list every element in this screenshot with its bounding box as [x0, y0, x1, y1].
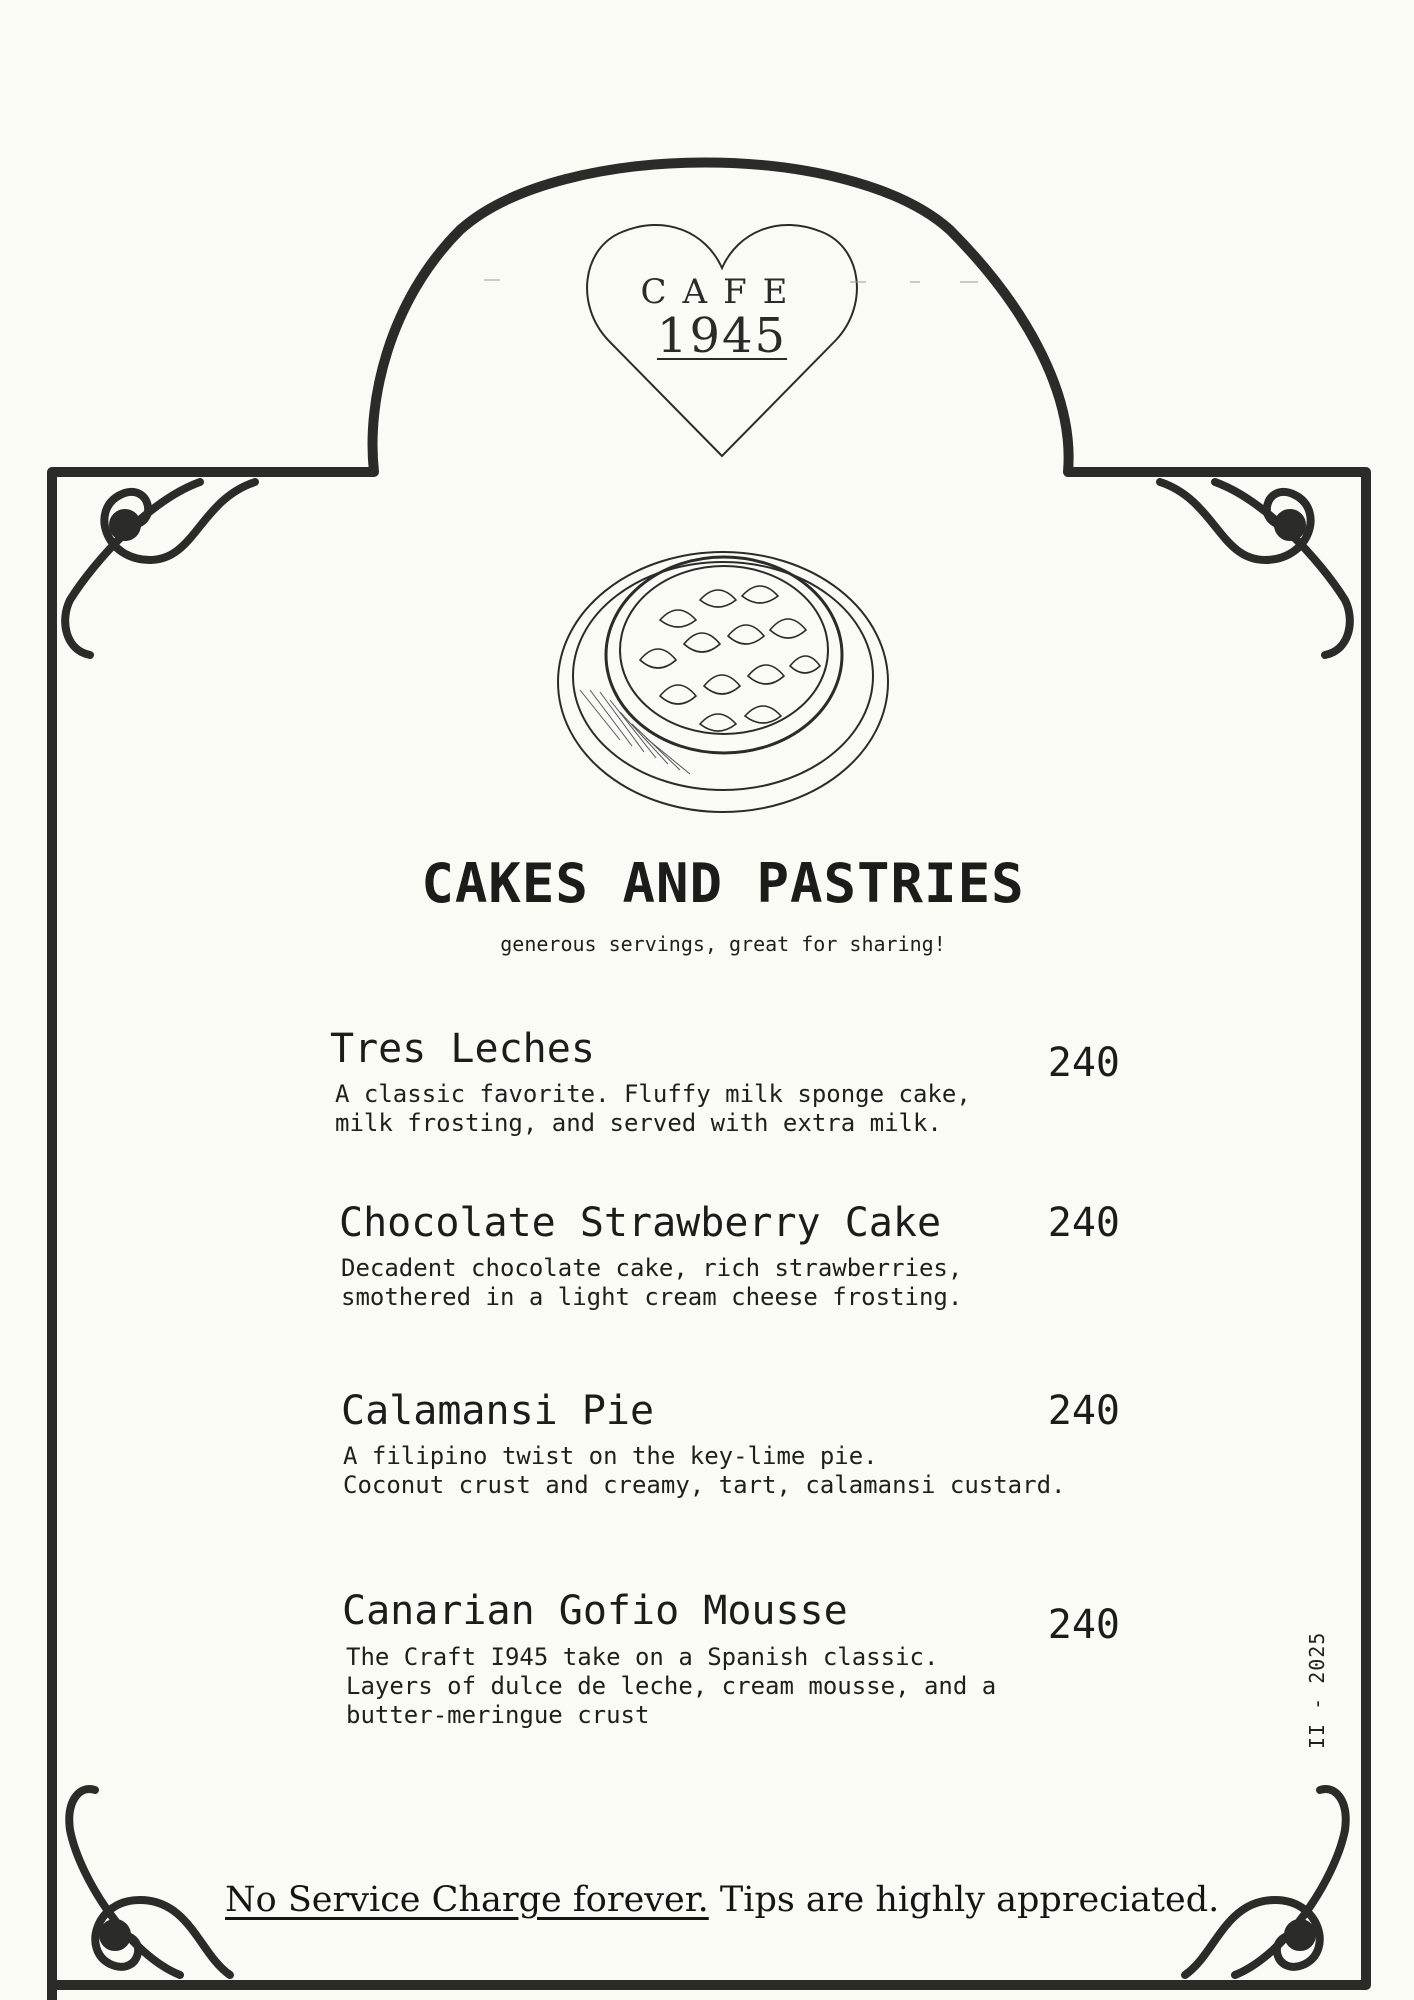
menu-item-name: Calamansi Pie: [341, 1388, 655, 1434]
edition-label: II - 2025: [1305, 1631, 1329, 1749]
description-line: smothered in a light cream cheese frosting.: [341, 1283, 963, 1311]
menu-item-name: Tres Leches: [330, 1026, 595, 1072]
section-title: CAKES AND PASTRIES: [421, 852, 1025, 915]
description-line: Decadent chocolate cake, rich strawberries,: [341, 1254, 963, 1282]
menu-item-description: [343, 1442, 1065, 1500]
description-line: Coconut crust and creamy, tart, calamansi custard.: [343, 1471, 1066, 1499]
footer-no-service-charge: No Service Charge forever.: [225, 1880, 709, 1920]
footer-tips: Tips are highly appreciated.: [708, 1880, 1220, 1920]
menu-item-description: [335, 1080, 971, 1138]
menu-item-name: Canarian Gofio Mousse: [342, 1588, 848, 1634]
footer-note: [225, 1880, 1220, 1920]
menu-item-name: Chocolate Strawberry Cake: [339, 1200, 942, 1246]
description-line: Layers of dulce de leche, cream mousse, and a: [346, 1672, 997, 1700]
pie-illustration-icon: [558, 552, 888, 812]
description-line: milk frosting, and served with extra milk.: [335, 1109, 942, 1137]
section-subtitle: generous servings, great for sharing!: [500, 932, 946, 956]
menu-item-description: [346, 1643, 996, 1730]
description-line: The Craft I945 take on a Spanish classic.: [346, 1643, 939, 1671]
description-line: butter-meringue crust: [346, 1701, 650, 1729]
description-line: A classic favorite. Fluffy milk sponge cake,: [335, 1080, 971, 1108]
description-line: A filipino twist on the key-lime pie.: [343, 1442, 878, 1470]
menu-item-price: 240: [1047, 1200, 1120, 1246]
menu-item-price: 240: [1047, 1040, 1120, 1086]
menu-item-description: [341, 1254, 962, 1312]
menu-item-price: 240: [1047, 1388, 1120, 1434]
menu-item-price: 240: [1047, 1602, 1120, 1648]
brand-year: 1945: [656, 308, 788, 364]
brand-word: CAFE: [640, 272, 804, 312]
